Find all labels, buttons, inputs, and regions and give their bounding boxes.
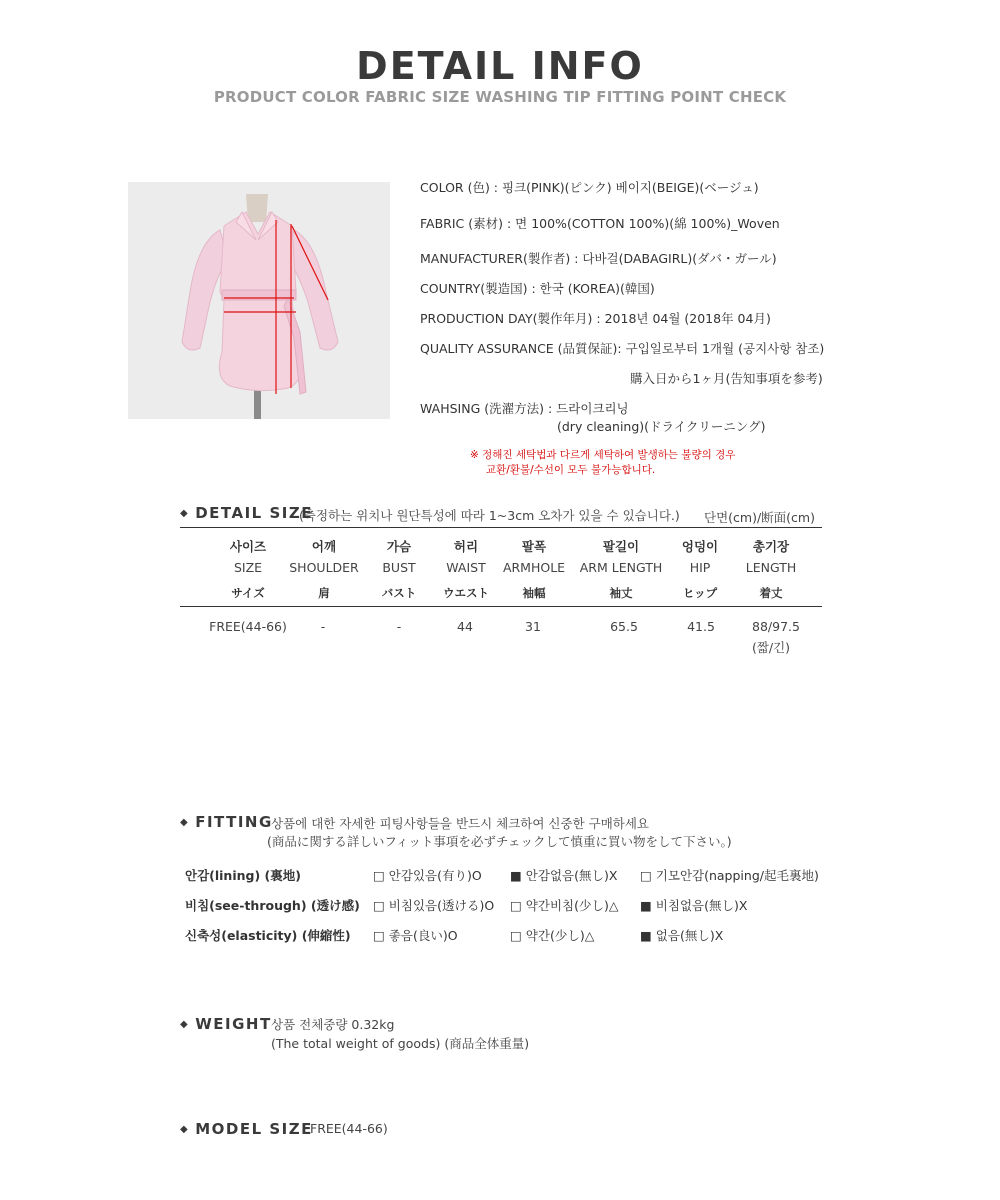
fitting-title: FITTING [195, 813, 273, 831]
info-washing-en: (dry cleaning)(ドライクリーニング) [557, 419, 766, 434]
diamond-bullet-icon: ◆ [180, 508, 190, 519]
info-manufacturer: MANUFACTURER(製作者) : 다바걸(DABAGIRL)(ダバ・ガール) [420, 251, 777, 266]
col-shoulder-kr: 어깨 [311, 539, 337, 554]
fitting-option: □ 기모안감(napping/起毛裏地) [640, 868, 819, 883]
info-washing: WAHSING (洗濯方法) : 드라이크리닝 [420, 401, 629, 416]
col-hip-kr: 엉덩이 [681, 539, 719, 554]
col-bust-kr: 가슴 [386, 539, 412, 554]
fitting-heading [180, 813, 273, 831]
detail-size-unit: 단면(cm)/断面(cm) [704, 510, 815, 525]
diamond-bullet-icon: ◆ [180, 1019, 190, 1030]
info-color: COLOR (色) : 핑크(PINK)(ピンク) 베이지(BEIGE)(ベージュ) [420, 180, 759, 195]
col-size-en: SIZE [233, 560, 263, 575]
checkbox-unchecked-icon: □ [640, 868, 652, 883]
col-waist-en: WAIST [446, 560, 486, 575]
col-arm-length-kr: 팔길이 [602, 539, 640, 554]
page-title: DETAIL INFO [356, 44, 644, 88]
col-size-jp: サイズ [231, 586, 265, 600]
cell-armhole: 31 [525, 619, 541, 634]
diamond-bullet-icon: ◆ [180, 817, 190, 828]
fitting-label-elasticity: 신축성(elasticity) (伸縮性) [185, 928, 351, 943]
detail-size-heading [180, 504, 313, 522]
cell-bust: - [396, 619, 402, 634]
cell-hip: 41.5 [687, 619, 715, 634]
col-length-jp: 着丈 [759, 586, 783, 600]
cell-length: 88/97.5 [752, 619, 800, 634]
info-fabric: FABRIC (素材) : 면 100%(COTTON 100%)(綿 100%)_Woven [420, 216, 780, 231]
checkbox-unchecked-icon: □ [373, 898, 385, 913]
col-shoulder-jp: 肩 [318, 586, 330, 600]
weight-value: 상품 전체중량 0.32kg [271, 1017, 395, 1032]
cell-shoulder: - [320, 619, 326, 634]
fitting-description-jp: (商品に関する詳しいフィット事項を必ずチェックして慎重に買い物をして下さい。) [267, 834, 732, 849]
col-arm-length-en: ARM LENGTH [579, 560, 663, 575]
model-size-value: FREE(44-66) [310, 1121, 388, 1136]
col-arm-length-jp: 袖丈 [609, 586, 633, 600]
col-hip-jp: ヒップ [682, 586, 718, 600]
fitting-option: ■ 안감없음(無し)X [510, 868, 618, 883]
fitting-label-lining: 안감(lining) (裏地) [185, 868, 301, 883]
col-armhole-en: ARMHOLE [502, 560, 566, 575]
fitting-option: ■ 없음(無し)X [640, 928, 724, 943]
weight-title: WEIGHT [195, 1015, 272, 1033]
info-quality-assurance-jp: 購入日から1ヶ月(告知事項を参考) [630, 371, 823, 386]
diamond-bullet-icon: ◆ [180, 1124, 190, 1135]
cell-arm-length: 65.5 [610, 619, 638, 634]
fitting-description: 상품에 대한 자세한 피팅사항들을 반드시 체크하여 신중한 구매하세요 [271, 816, 649, 831]
col-waist-jp: ウエスト [443, 586, 489, 600]
detail-size-title: DETAIL SIZE [195, 504, 313, 522]
weight-description: (The total weight of goods) (商品全体重量) [271, 1036, 530, 1051]
fitting-option: □ 비침있음(透ける)O [373, 898, 495, 913]
col-bust-en: BUST [382, 560, 416, 575]
fitting-option: □ 약간비침(少し)△ [510, 898, 619, 913]
model-size-heading [180, 1120, 313, 1138]
col-length-en: LENGTH [745, 560, 797, 575]
info-production-day: PRODUCTION DAY(製作年月) : 2018년 04월 (2018年 04月) [420, 311, 771, 326]
washing-warning-line1: ※ 정해진 세탁법과 다르게 세탁하여 발생하는 불량의 경우 [470, 449, 736, 461]
checkbox-checked-icon: ■ [510, 868, 522, 883]
product-image [128, 182, 390, 419]
col-armhole-kr: 팔폭 [521, 539, 547, 554]
cell-waist: 44 [457, 619, 473, 634]
checkbox-unchecked-icon: □ [373, 928, 385, 943]
weight-heading [180, 1015, 272, 1033]
washing-warning-line2: 교환/환불/수선이 모두 불가능합니다. [486, 464, 656, 476]
info-country: COUNTRY(製造国) : 한국 (KOREA)(韓国) [420, 281, 655, 296]
info-quality-assurance: QUALITY ASSURANCE (品質保証): 구입일로부터 1개월 (공지사항 참조) [420, 341, 825, 356]
col-size-kr: 사이즈 [229, 539, 267, 554]
page-subtitle: PRODUCT COLOR FABRIC SIZE WASHING TIP FITTING POINT CHECK [213, 88, 787, 106]
checkbox-unchecked-icon: □ [373, 868, 385, 883]
checkbox-unchecked-icon: □ [510, 898, 522, 913]
fitting-option: □ 약간(少し)△ [510, 928, 595, 943]
checkbox-unchecked-icon: □ [510, 928, 522, 943]
fitting-option: □ 안감있음(有り)O [373, 868, 482, 883]
fitting-label-see-through: 비침(see-through) (透け感) [185, 898, 360, 913]
col-hip-en: HIP [689, 560, 711, 575]
col-armhole-jp: 袖幅 [522, 586, 546, 600]
detail-size-description: (측정하는 위치나 원단특성에 따라 1~3cm 오차가 있을 수 있습니다.) [299, 508, 680, 523]
cell-size: FREE(44-66) [209, 619, 287, 634]
col-shoulder-en: SHOULDER [289, 560, 359, 575]
checkbox-checked-icon: ■ [640, 928, 652, 943]
col-bust-jp: バスト [381, 586, 417, 600]
checkbox-checked-icon: ■ [640, 898, 652, 913]
model-size-title: MODEL SIZE [195, 1120, 313, 1138]
col-waist-kr: 허리 [453, 539, 479, 554]
size-table-header-rule [180, 606, 822, 607]
fitting-option: □ 좋음(良い)O [373, 928, 458, 943]
col-length-kr: 총기장 [752, 539, 790, 554]
cell-length-note: (짧/긴) [751, 640, 791, 655]
fitting-option: ■ 비침없음(無し)X [640, 898, 748, 913]
size-table-top-rule [180, 527, 822, 528]
